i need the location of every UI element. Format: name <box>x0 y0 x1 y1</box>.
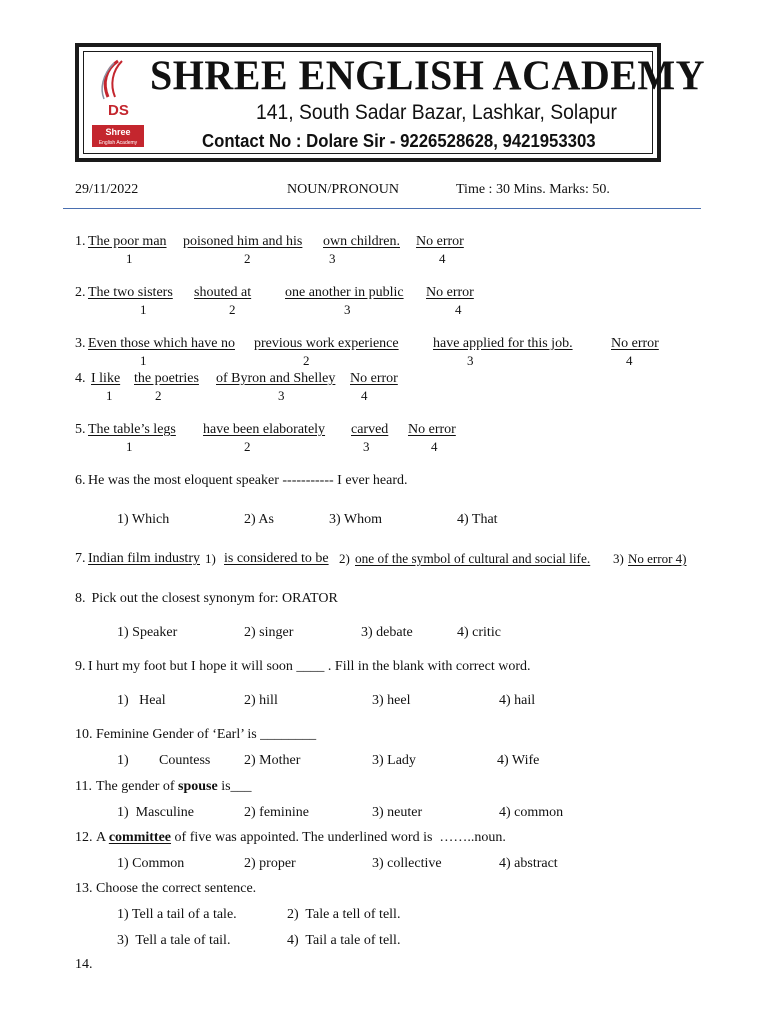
option: Countess <box>159 753 211 768</box>
test-date: 29/11/2022 <box>75 182 139 197</box>
question-part: previous work experience <box>254 336 399 351</box>
question-text: He was the most eloquent speaker ----------- I ever heard. <box>88 473 408 488</box>
part-number: 3 <box>344 302 351 317</box>
option: 3) Whom <box>329 512 383 527</box>
option: 3) debate <box>361 625 413 640</box>
option: 1) Heal <box>117 693 166 708</box>
question-part: Indian film industry <box>88 551 200 566</box>
question-part: own children. <box>323 234 400 249</box>
question-part: poisoned him and his <box>183 234 303 249</box>
option: 4) hail <box>499 693 536 708</box>
part-number: 2 <box>244 439 251 454</box>
option: 2) Tale a tell of tell. <box>287 907 401 922</box>
test-topic: NOUN/PRONOUN <box>287 182 400 197</box>
part-number: 1 <box>140 302 147 317</box>
question-part: of Byron and Shelley <box>216 371 336 386</box>
test-time-marks: Time : 30 Mins. Marks: 50. <box>456 182 610 197</box>
option: 4) abstract <box>499 856 558 871</box>
question-part: No error <box>426 285 474 300</box>
option: 2) hill <box>244 693 278 708</box>
option: 4) Wife <box>497 753 540 768</box>
part-number: 2) <box>339 551 350 566</box>
option: 3) collective <box>372 856 442 871</box>
option: 1) Tell a tail of a tale. <box>117 907 237 922</box>
question-part: shouted at <box>194 285 252 300</box>
question-part: I like <box>91 371 121 386</box>
option: 2) proper <box>244 856 296 871</box>
option: 1) Masculine <box>117 805 194 820</box>
question-text: The gender of spouse is___ <box>96 779 252 794</box>
part-number: 1 <box>140 353 147 368</box>
option: 4) common <box>499 805 564 820</box>
svg-text:Shree: Shree <box>105 127 131 137</box>
option: 1) <box>117 753 129 768</box>
question-part: have applied for this job. <box>433 336 573 351</box>
part-number: 1 <box>126 251 133 266</box>
option: 4) Tail a tale of tell. <box>287 933 401 948</box>
question-part: is considered to be <box>224 551 329 566</box>
part-number: 1 <box>126 439 133 454</box>
part-number: 1 <box>106 388 113 403</box>
part-number: 2 <box>303 353 310 368</box>
question-part: one another in public <box>285 285 404 300</box>
part-number: 4 <box>439 251 446 266</box>
option: 2) singer <box>244 625 294 640</box>
question-part: the poetries <box>134 371 199 386</box>
question-part: The poor man <box>88 234 167 249</box>
option: 1) Which <box>117 512 170 527</box>
option: 2) feminine <box>244 805 309 820</box>
question-part: The table’s legs <box>88 422 176 437</box>
question-part: The two sisters <box>88 285 173 300</box>
part-number: 1) <box>205 551 216 566</box>
svg-text:English Academy: English Academy <box>98 140 138 146</box>
part-number: 3 <box>278 388 285 403</box>
part-number: 3 <box>329 251 336 266</box>
part-number: 2 <box>244 251 251 266</box>
question-text: Choose the correct sentence. <box>96 881 257 896</box>
question-part: No error <box>408 422 456 437</box>
part-number: 3 <box>467 353 474 368</box>
question-text: A committee of five was appointed. The underlined word is ……..noun. <box>96 830 506 845</box>
option: 1) Speaker <box>117 625 178 640</box>
option: 4) critic <box>457 625 501 640</box>
question-part: No error <box>350 371 398 386</box>
part-number: 4 <box>626 353 633 368</box>
question-part: one of the symbol of cultural and social life. <box>355 551 591 566</box>
part-number: 4 <box>455 302 462 317</box>
question-text: Feminine Gender of ‘Earl’ is ________ <box>96 727 317 742</box>
question-part: No error 4) <box>628 551 687 566</box>
option: 2) As <box>244 512 274 527</box>
part-number: 4 <box>431 439 438 454</box>
question-part: Even those which have no <box>88 336 235 351</box>
question-part: carved <box>351 422 389 437</box>
question-part: No error <box>416 234 464 249</box>
academy-address: 141, South Sadar Bazar, Lashkar, Solapur <box>256 101 617 124</box>
option: 3) Tell a tale of tail. <box>117 933 231 948</box>
question-text: I hurt my foot but I hope it will soon ____ . Fill in the blank with correct word. <box>88 659 531 674</box>
academy-logo <box>88 55 148 149</box>
part-number: 2 <box>155 388 162 403</box>
academy-contact: Contact No : Dolare Sir - 9226528628, 9421953303 <box>202 131 596 151</box>
part-number: 2 <box>229 302 236 317</box>
divider <box>63 208 701 209</box>
option: 1) Common <box>117 856 185 871</box>
question-part: No error <box>611 336 659 351</box>
part-number: 3 <box>363 439 370 454</box>
option: 3) Lady <box>372 753 416 768</box>
question-part: have been elaborately <box>203 422 326 437</box>
option: 4) That <box>457 512 498 527</box>
part-number: 4 <box>361 388 368 403</box>
option: 3) neuter <box>372 805 423 820</box>
academy-name: SHREE ENGLISH ACADEMY <box>150 51 706 100</box>
svg-text:DS: DS <box>108 102 129 119</box>
option: 3) heel <box>372 693 411 708</box>
question-text: Pick out the closest synonym for: ORATOR <box>88 591 338 606</box>
part-number: 3) <box>613 551 624 566</box>
option: 2) Mother <box>244 753 301 768</box>
